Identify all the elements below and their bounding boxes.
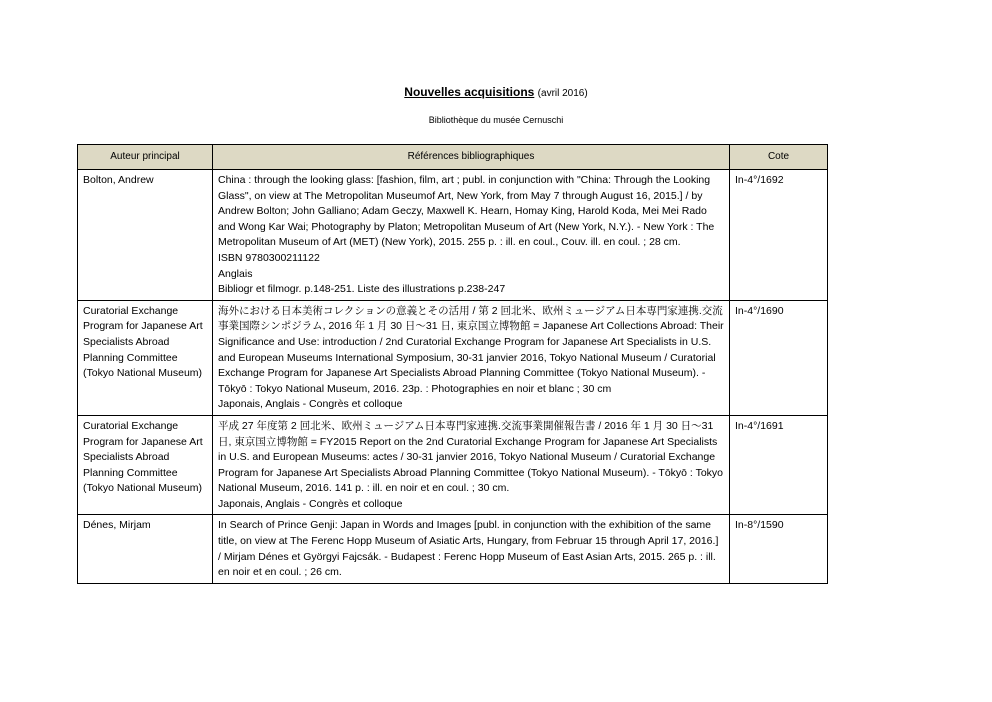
cote-cell: In-4°/1692	[730, 170, 828, 301]
table-row	[78, 170, 828, 301]
page-header	[0, 84, 992, 126]
reference-cell	[213, 415, 730, 515]
title-line	[0, 84, 992, 102]
reference-cell	[213, 300, 730, 415]
reference-cell	[213, 170, 730, 301]
table-header-row	[78, 145, 828, 170]
reference-text: 平成 27 年度第 2 回北米、欧州ミュージアム日本専門家連携.交流事業開催報告書 / 2016 年 1 月 30 日〜31 日, 東京国立博物館 = FY2015 Report on the 2nd Curatorial Exchange Program for Japanese Art Specialists in U.S. and European Museums: actes / 30-31 janvier 2016, Tokyo National Museum / Curatorial Exchange Program for Japanese Art Specialists Abroad Planning Committee (Tokyo National Museum). - Tōkyō : Tokyo National Museum, 2016. 141 p. : ill. en noir et en coul. ; 30 cm.	[218, 419, 724, 495]
reference-text: China : through the looking glass: [fashion, film, art ; publ. in conjunction with "China: Through the Looking Glass", on view at The Metropolitan Museumof Art, New York, from May 7 through August 16, 2015.] / by Andrew Bolton; John Galliano; Adam Geczy, Maxwell K. Hearn, Homay King, Harold Koda, Mei Mei Rado and Wong Kar Wai; Photography by Platon; Metropolitan Museum of Art (New York, N.Y.). - New York : The Metropolitan Museum of Art (MET) (New York), 2015. 255 p. : ill. en coul., Couv. ill. en coul. ; 28 cm.	[218, 174, 715, 249]
table-row	[78, 415, 828, 515]
cote-cell: In-4°/1690	[730, 300, 828, 415]
reference-text: 海外における日本美術コレクションの意義とその活用 / 第 2 回北米、欧州ミュージアム日本専門家連携.交流事業国際シンポジラム, 2016 年 1 月 30 日〜31 日, 東京国立博物館 = Japanese Art Collections Abroad: Their Significance and Use: introduction / 2nd Curatorial Exchange Program for Japanese Art Specialists in U.S. and European Museums International Symposium, 30-31 janvier 2016, Tokyo National Museum / Curatorial Exchange Program for Japanese Art Specialists Abroad Planning Committee (Tokyo National Museum). - Tōkyō : Tokyo National Museum, 2016. 23p. : Photographies en noir et blanc ; 30 cm	[218, 304, 724, 395]
table-row	[78, 515, 828, 583]
table-row	[78, 300, 828, 415]
column-header-author: Auteur principal	[78, 145, 213, 170]
author-cell: Bolton, Andrew	[78, 170, 213, 301]
author-cell: Dénes, Mirjam	[78, 515, 213, 583]
acquisitions-table	[77, 144, 828, 584]
language-text: Anglais	[218, 267, 253, 280]
library-name: Bibliothèque du musée Cernuschi	[428, 115, 564, 125]
reference-cell	[213, 515, 730, 583]
note-text: Bibliogr et filmogr. p.148-251. Liste des illustrations p.238-247	[218, 283, 506, 296]
isbn-text: ISBN 9780300211122	[218, 251, 320, 264]
reference-text: In Search of Prince Genji: Japan in Words and Images [publ. in conjunction with the exhibition of the same title, on view at The Ferenc Hopp Museum of Asiatic Arts, Hungary, from Februar 15 through April 17, 2016.] / Mirjam Dénes et Györgyi Fajcsák. - Budapest : Ferenc Hopp Museum of East Asian Arts, 2015. 265 p. : ill. en noir et en coul. ; 26 cm.	[218, 519, 719, 579]
page-title: Nouvelles acquisitions	[404, 85, 535, 99]
cote-cell: In-8°/1590	[730, 515, 828, 583]
column-header-references: Références bibliographiques	[213, 145, 730, 170]
author-cell: Curatorial Exchange Program for Japanese Art Specialists Abroad Planning Committee (Tokyo National Museum)	[78, 300, 213, 415]
note-text: Japonais, Anglais - Congrès et colloque	[218, 398, 403, 411]
cote-cell: In-4°/1691	[730, 415, 828, 515]
note-text: Japonais, Anglais - Congrès et colloque	[218, 497, 403, 510]
author-cell: Curatorial Exchange Program for Japanese Art Specialists Abroad Planning Committee (Tokyo National Museum)	[78, 415, 213, 515]
column-header-cote: Cote	[730, 145, 828, 170]
title-date: (avril 2016)	[537, 88, 588, 99]
